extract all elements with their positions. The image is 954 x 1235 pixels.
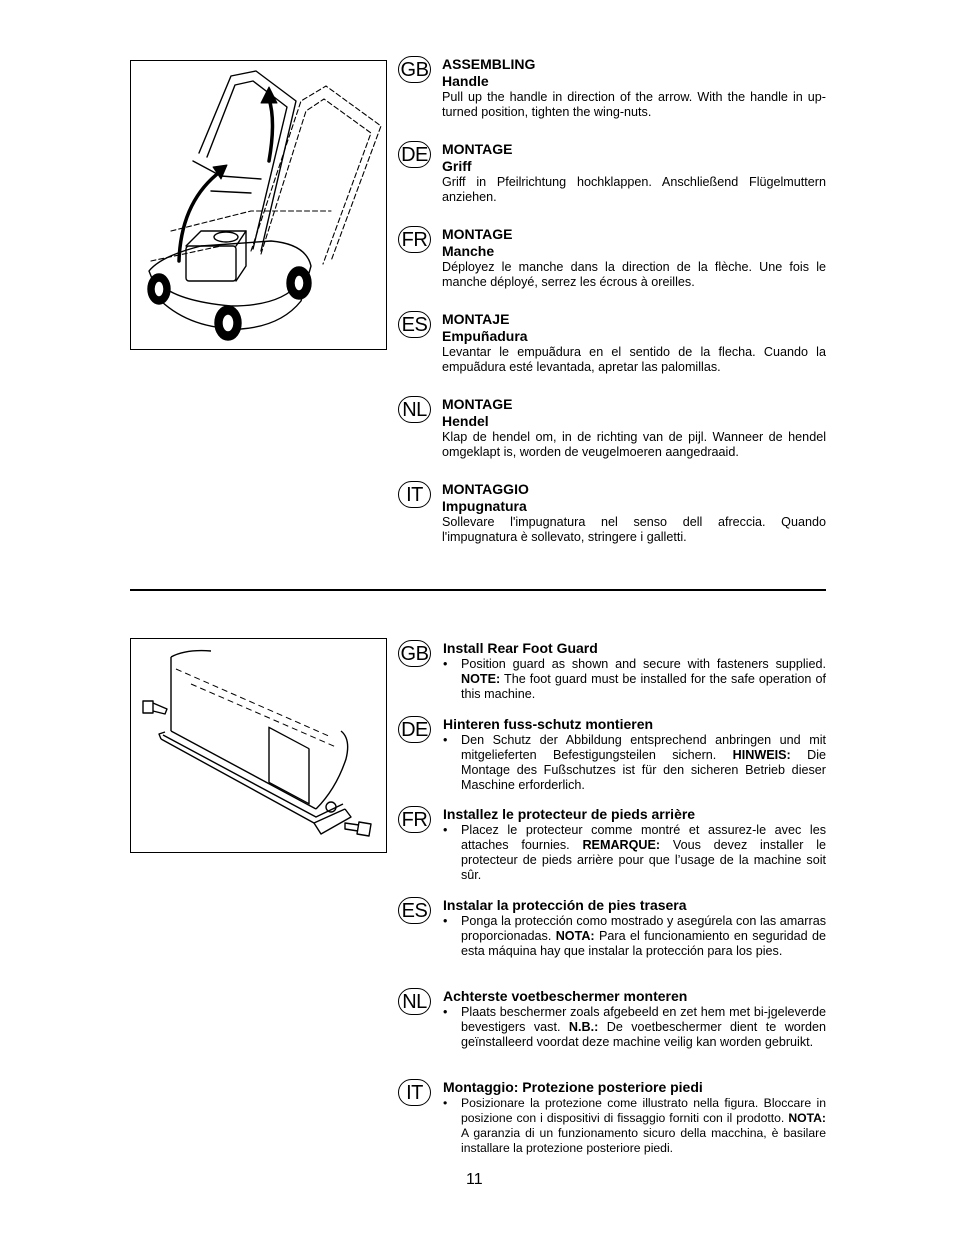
section1-block-es	[398, 311, 826, 375]
section1-block-nl	[398, 396, 826, 460]
language-badge-it: IT	[398, 1079, 431, 1106]
note-label: REMARQUE:	[582, 838, 661, 852]
section-heading: MONTAGE	[442, 396, 513, 412]
language-badge-fr: FR	[398, 226, 431, 253]
language-badge-nl: NL	[398, 988, 431, 1015]
bullet-marker: •	[443, 914, 448, 928]
note-label: NOTA:	[555, 929, 595, 943]
section-heading: ASSEMBLING	[442, 56, 536, 72]
section-subheading: Manche	[442, 243, 495, 259]
section-heading: Hinteren fuss-schutz montieren	[443, 716, 654, 732]
instruction-bullet: • Placez le protecteur comme montré et assurez-le avec les attaches fournies. REMARQUE: Vous devez installer le protecteur de pieds arrière pour que l’usage de la machine soit sûr.	[443, 823, 826, 882]
instruction-bullet: • Posizionare la protezione come illustrato nella figura. Bloccare in posizione con i dispositivi di fissaggio forniti con il prodotto. NOTA: A garanzia di un funzionamento sicuro della macchina, è basilare installare la protezione posteriore piedi.	[443, 1096, 826, 1155]
bullet-marker: •	[443, 1096, 448, 1110]
section-heading: Montaggio: Protezione posteriore piedi	[443, 1079, 703, 1095]
language-badge-fr: FR	[398, 806, 431, 833]
section1-block-fr	[398, 226, 826, 290]
bullet-marker: •	[443, 657, 448, 671]
lawn-mower-handle-drawing	[131, 61, 388, 351]
section1-block-de	[398, 141, 826, 205]
section-heading: MONTAJE	[442, 311, 510, 327]
bullet-marker: •	[443, 1005, 448, 1019]
section-subheading: Empuñadura	[442, 328, 528, 344]
language-badge-es: ES	[398, 311, 431, 338]
section-heading: Instalar la protección de pies trasera	[443, 897, 687, 913]
section-subheading: Griff	[442, 158, 472, 174]
language-badge-de: DE	[398, 716, 431, 743]
instruction-bullet: • Position guard as shown and secure with fasteners supplied. NOTE: The foot guard must be installed for the safe operation of this machine.	[443, 657, 826, 701]
section-subheading: Impugnatura	[442, 498, 527, 514]
rear-foot-guard-drawing	[131, 639, 388, 854]
instruction-text: Levantar le empuãdura en el sentido de la flecha. Cuando la empuãdura esté levantada, apretar las palomillas.	[442, 345, 826, 374]
section-heading: Installez le protecteur de pieds arrière	[443, 806, 696, 822]
instruction-bullet: • Plaats beschermer zoals afgebeeld en zet hem met bi-jgeleverde bevestigers vast. N.B.: De voetbeschermer dient te worden geïnstalleerd voordat deze machine veilig kan worden gebruikt.	[443, 1005, 826, 1049]
section-subheading: Handle	[442, 73, 489, 89]
section2-block-de	[398, 716, 826, 793]
section-heading: MONTAGE	[442, 141, 513, 157]
instruction-text: Sollevare l'impugnatura nel senso dell afreccia. Quando l'impugnatura è sollevato, stringere i galletti.	[442, 515, 826, 544]
language-badge-de: DE	[398, 141, 431, 168]
section2-block-fr	[398, 806, 826, 883]
foot-guard-illustration	[130, 638, 387, 853]
language-badge-gb: GB	[398, 640, 431, 667]
bullet-marker: •	[443, 733, 448, 747]
language-badge-es: ES	[398, 897, 431, 924]
instruction-bullet: • Den Schutz der Abbildung entsprechend anbringen und mit mitgelieferten Befestigungsteilen sichern. HINWEIS: Die Montage des Fußschutzes ist für den sicheren Betrieb dieser Maschine erforderlich.	[443, 733, 826, 792]
handle-assembly-illustration	[130, 60, 387, 350]
instruction-bullet: • Ponga la protección como mostrado y asegúrela con las amarras proporcionadas. NOTA: Para el funcionamiento en seguridad de esta máquina hay que instalar la protección para los pies.	[443, 914, 826, 958]
section1-block-it	[398, 481, 826, 545]
section2-block-it	[398, 1079, 826, 1156]
section1-block-gb	[398, 56, 826, 120]
instruction-text: Déployez le manche dans la direction de la flèche. Une fois le manche déployé, serrez les écrous à oreilles.	[442, 260, 826, 289]
section2-block-es	[398, 897, 826, 959]
section-heading: MONTAGE	[442, 226, 513, 242]
section-divider	[130, 589, 826, 591]
instruction-text: Pull up the handle in direction of the arrow. With the handle in up-turned position, tighten the wing-nuts.	[442, 90, 826, 119]
note-label: N.B.:	[568, 1020, 599, 1034]
section-subheading: Hendel	[442, 413, 489, 429]
section2-block-gb	[398, 640, 826, 702]
language-badge-it: IT	[398, 481, 431, 508]
language-badge-gb: GB	[398, 56, 431, 83]
language-badge-nl: NL	[398, 396, 431, 423]
section-heading: Install Rear Foot Guard	[443, 640, 598, 656]
section-heading: MONTAGGIO	[442, 481, 529, 497]
instruction-text: Klap de hendel om, in de richting van de pijl. Wanneer de hendel omgeklapt is, worden de veugelmoeren aangedraaid.	[442, 430, 826, 459]
note-label: HINWEIS:	[732, 748, 791, 762]
section-heading: Achterste voetbeschermer monteren	[443, 988, 688, 1004]
page-number: 11	[466, 1171, 483, 1188]
note-label: NOTA:	[788, 1111, 826, 1125]
note-label: NOTE:	[461, 672, 501, 686]
instruction-text: Griff in Pfeilrichtung hochklappen. Anschließend Flügelmuttern anziehen.	[442, 175, 826, 204]
bullet-marker: •	[443, 823, 448, 837]
section2-block-nl	[398, 988, 826, 1050]
